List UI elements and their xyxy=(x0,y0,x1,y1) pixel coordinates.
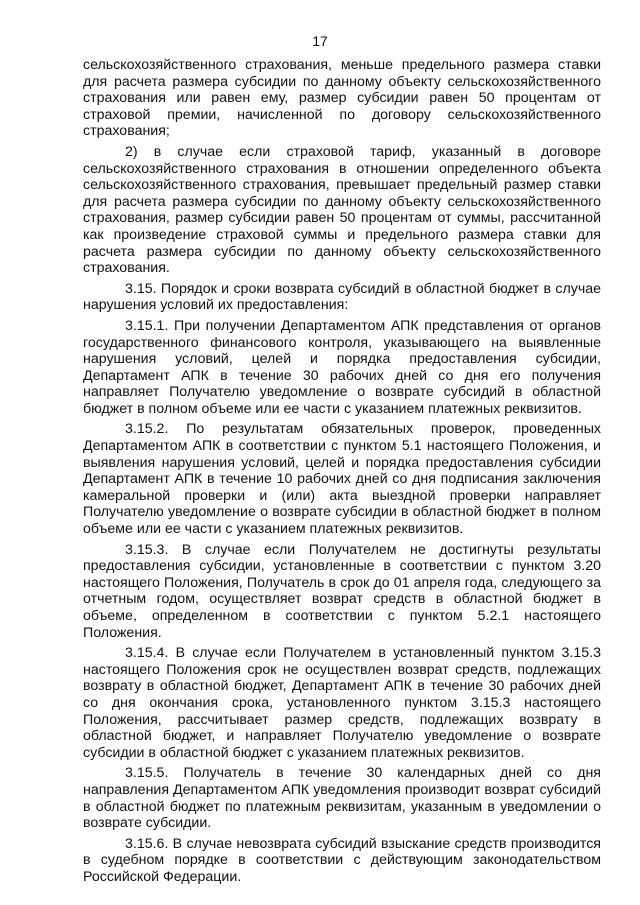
paragraph-3-15-3: 3.15.3. В случае если Получателем не достигнуты результаты предоставления субсидии, установленные в соответствии с пунктом 3.20 настоящего Положения, Получатель в срок до 01 апреля года, следующего за отчетным годом, осуществляет возврат средств в областной бюджет в объеме, определенном в соответствии с пунктом 5.2.1 настоящего Положения. xyxy=(83,541,601,641)
paragraph-item-2: 2) в случае если страховой тариф, указанный в договоре сельскохозяйственного страхования в отношении определенного объекта сельскохозяйственного страхования, превышает предельный размер ставки для расчета размера субсидии по данному объекту сельскохозяйственного страхования, размер субсидии равен 50 процентам от суммы, рассчитанной как произведение страховой суммы и предельного размера ставки для расчета размера субсидии по данному объекту сельскохозяйственного страхования. xyxy=(83,143,601,277)
paragraph-3-15-1: 3.15.1. При получении Департаментом АПК представления от органов государственного финансового контроля, указывающего на выявленные нарушения условий, целей и порядка предоставления субсидии, Департамент АПК в течение 30 рабочих дней со дня его получения направляет Получателю уведомление о возврате субсидий в областной бюджет в полном объеме или ее части с указанием платежных реквизитов. xyxy=(83,317,601,417)
paragraph-3-15: 3.15. Порядок и сроки возврата субсидий в областной бюджет в случае нарушения условий их предоставления: xyxy=(83,280,601,314)
document-body xyxy=(83,57,601,890)
paragraph-continuation: сельскохозяйственного страхования, меньше предельного размера ставки для расчета размера субсидии по данному объекту сельскохозяйственного страхования или равен ему, размер субсидии равен 50 процентам от страховой премии, начисленной по договору сельскохозяйственного страхования; xyxy=(83,57,601,140)
paragraph-3-15-4: 3.15.4. В случае если Получателем в установленный пунктом 3.15.3 настоящего Положения срок не осуществлен возврат средств, подлежащих возврату в областной бюджет, Департамент АПК в течение 30 рабочих дней со дня окончания срока, установленного пунктом 3.15.3 настоящего Положения, рассчитывает размер средств, подлежащих возврату в областной бюджет, и направляет Получателю уведомление о возврате субсидии в областной бюджет с указанием платежных реквизитов. xyxy=(83,645,601,761)
page-number: 17 xyxy=(312,33,328,49)
paragraph-3-15-6: 3.15.6. В случае невозврата субсидий взыскание средств производится в судебном порядке в соответствии с действующим законодательством Российской Федерации. xyxy=(83,835,601,885)
paragraph-3-15-5: 3.15.5. Получатель в течение 30 календарных дней со дня направления Департаментом АПК уведомления производит возврат субсидий в областной бюджет по платежным реквизитам, указанным в уведомлении о возврате субсидии. xyxy=(83,765,601,832)
paragraph-3-15-2: 3.15.2. По результатам обязательных проверок, проведенных Департаментом АПК в соответствии с пунктом 5.1 настоящего Положения, и выявления нарушения условий, целей и порядка предоставления субсидии Департамент АПК в течение 10 рабочих дней со дня подписания заключения камеральной проверки и (или) акта выездной проверки направляет Получателю уведомление о возврате субсидии в областной бюджет в полном объеме или ее части с указанием платежных реквизитов. xyxy=(83,421,601,538)
